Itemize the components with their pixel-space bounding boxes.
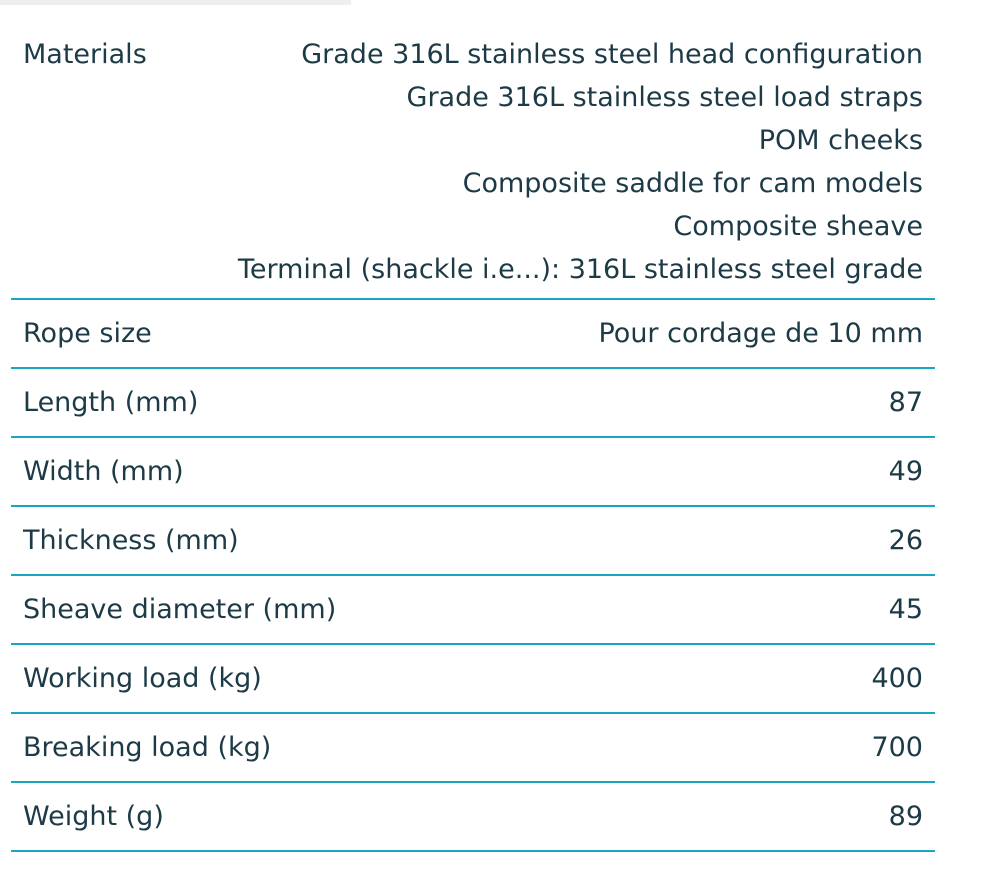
spec-label: Breaking load (kg) xyxy=(23,732,272,763)
materials-line: Grade 316L stainless steel head configuration xyxy=(301,39,923,70)
spec-value: 89 xyxy=(888,801,923,832)
spec-value: 87 xyxy=(888,387,923,418)
spec-row-materials xyxy=(11,26,935,300)
materials-list xyxy=(238,33,923,291)
top-tab-strip xyxy=(0,0,351,5)
materials-line: Grade 316L stainless steel load straps xyxy=(406,82,923,113)
spec-label: Working load (kg) xyxy=(23,663,262,694)
spec-row-working-load xyxy=(11,645,935,714)
spec-label: Length (mm) xyxy=(23,387,199,418)
spec-row-width xyxy=(11,438,935,507)
spec-row-breaking-load xyxy=(11,714,935,783)
spec-label: Sheave diameter (mm) xyxy=(23,594,337,625)
spec-label: Rope size xyxy=(23,318,152,349)
spec-row-weight xyxy=(11,783,935,852)
spec-value: 49 xyxy=(888,456,923,487)
spec-value: Pour cordage de 10 mm xyxy=(598,318,923,349)
spec-row-sheave-diameter xyxy=(11,576,935,645)
spec-value: 700 xyxy=(871,732,923,763)
spec-row-thickness xyxy=(11,507,935,576)
spec-value: 400 xyxy=(871,663,923,694)
materials-line: Composite saddle for cam models xyxy=(462,168,923,199)
spec-label: Weight (g) xyxy=(23,801,164,832)
spec-label: Thickness (mm) xyxy=(23,525,239,556)
specifications-table xyxy=(11,26,935,852)
spec-label: Width (mm) xyxy=(23,456,184,487)
spec-value: 26 xyxy=(888,525,923,556)
materials-line: Terminal (shackle i.e...): 316L stainless steel grade xyxy=(237,254,923,285)
spec-row-length xyxy=(11,369,935,438)
materials-line: Composite sheave xyxy=(673,211,923,242)
spec-label-materials: Materials xyxy=(23,39,147,70)
spec-row-rope-size xyxy=(11,300,935,369)
spec-value: 45 xyxy=(888,594,923,625)
materials-line: POM cheeks xyxy=(758,125,923,156)
